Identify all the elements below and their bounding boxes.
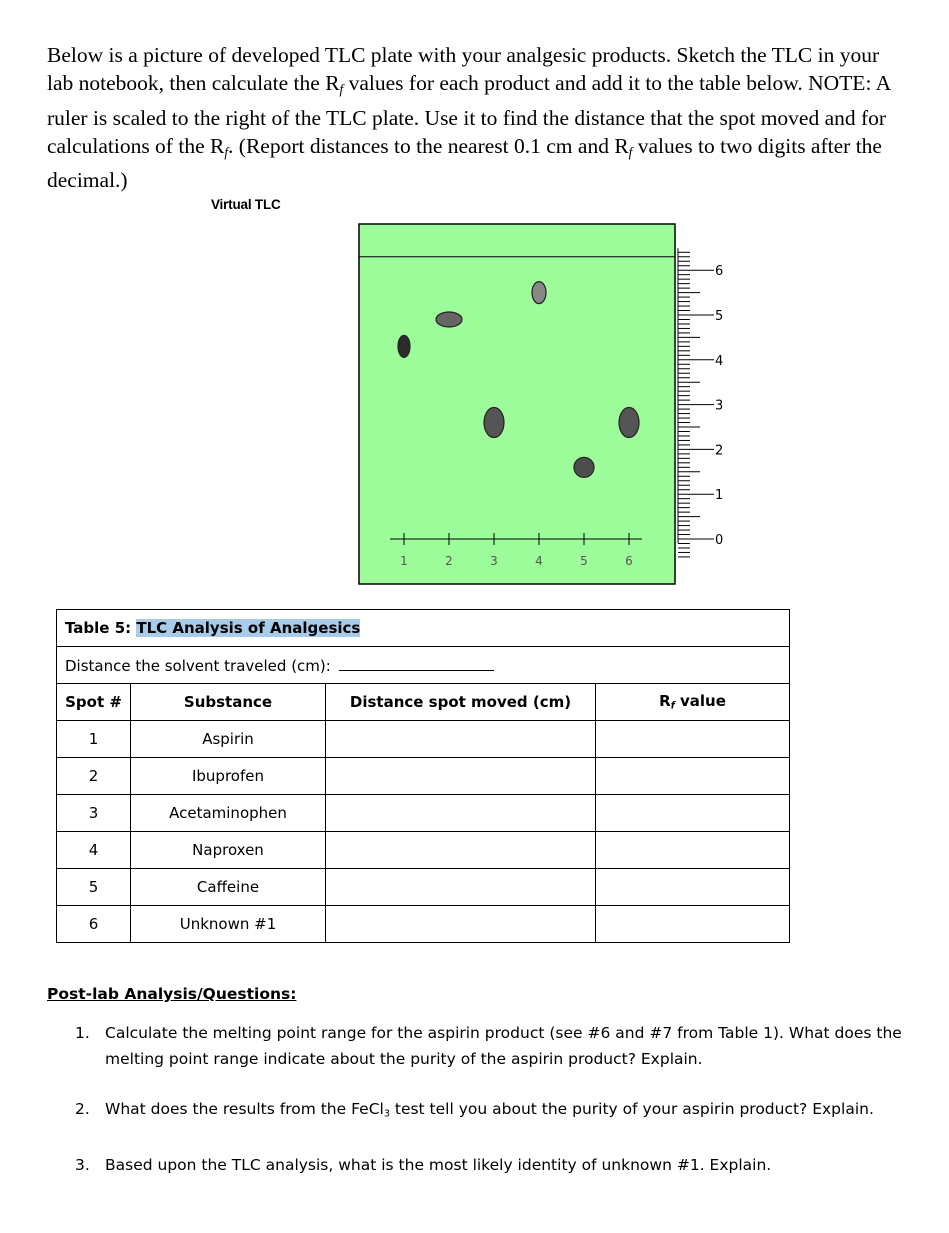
solvent-distance-label: Distance the solvent traveled (cm): bbox=[65, 656, 331, 675]
lane-label: 6 bbox=[625, 554, 633, 568]
question-text bbox=[105, 1096, 910, 1128]
ruler-label: 0 bbox=[715, 533, 724, 548]
tlc-spot bbox=[484, 408, 504, 438]
tlc-spot bbox=[532, 282, 546, 304]
table-header-row bbox=[57, 684, 790, 721]
table-row bbox=[57, 832, 790, 869]
table-title-row bbox=[57, 610, 790, 647]
question-text: Calculate the melting point range for the aspirin product (see #6 and #7 from Table 1). What does the melting point range indicate about the purity of the aspirin product? Explain. bbox=[105, 1024, 902, 1068]
spot-number: 6 bbox=[57, 906, 131, 943]
header-rf bbox=[596, 684, 790, 721]
question-item bbox=[75, 1020, 910, 1072]
table-title-prefix: Table 5: bbox=[65, 619, 137, 637]
spot-number: 5 bbox=[57, 869, 131, 906]
ruler-label: 3 bbox=[715, 398, 724, 414]
instructions-paragraph bbox=[47, 41, 907, 194]
solvent-distance-row bbox=[57, 647, 790, 684]
lane-label: 1 bbox=[400, 554, 408, 568]
solvent-distance-blank[interactable] bbox=[339, 656, 494, 671]
tlc-plate-figure bbox=[350, 218, 750, 590]
substance-name: Aspirin bbox=[131, 721, 326, 758]
solvent-distance-cell bbox=[57, 647, 790, 684]
virtual-tlc-title: Virtual TLC bbox=[211, 197, 281, 212]
substance-name: Ibuprofen bbox=[131, 758, 326, 795]
instructions-text-2: values for each product and add it to the table below. NOTE: A ruler is scaled to the right of the TLC plate. Use it to find the distance that the spot moved and for calculations of the R bbox=[47, 71, 890, 158]
rf-subscript: f bbox=[339, 81, 344, 97]
substance-name: Unknown #1 bbox=[131, 906, 326, 943]
distance-cell[interactable] bbox=[326, 869, 596, 906]
lane-label: 3 bbox=[490, 554, 498, 568]
distance-cell[interactable] bbox=[326, 832, 596, 869]
rf-cell[interactable] bbox=[596, 906, 790, 943]
instructions-text-3: . (Report distances to the nearest 0.1 cm and R bbox=[228, 133, 629, 158]
fecl3-subscript: 3 bbox=[383, 1108, 390, 1120]
ruler-label: 4 bbox=[715, 353, 724, 369]
tlc-spot bbox=[398, 335, 410, 357]
tlc-plate bbox=[359, 224, 675, 584]
rf-cell[interactable] bbox=[596, 869, 790, 906]
tlc-spot bbox=[619, 408, 639, 438]
distance-cell[interactable] bbox=[326, 721, 596, 758]
spot-number: 1 bbox=[57, 721, 131, 758]
header-rf-r: R bbox=[659, 692, 671, 711]
instructions-text-1: Below is a picture of developed TLC plate with your analgesic products. Sketch the TLC in your lab notebook, then calculate the R bbox=[47, 43, 880, 95]
spot-number: 2 bbox=[57, 758, 131, 795]
table-row bbox=[57, 721, 790, 758]
header-spot: Spot # bbox=[57, 684, 131, 721]
rf-cell[interactable] bbox=[596, 832, 790, 869]
rf-cell[interactable] bbox=[596, 795, 790, 832]
substance-name: Acetaminophen bbox=[131, 795, 326, 832]
table-row bbox=[57, 869, 790, 906]
question-text-part: What does the results from the FeCl bbox=[105, 1100, 384, 1118]
rf-subscript: f bbox=[670, 700, 675, 712]
rf-subscript: f bbox=[628, 144, 633, 160]
distance-cell[interactable] bbox=[326, 906, 596, 943]
distance-cell[interactable] bbox=[326, 758, 596, 795]
question-number: 2. bbox=[75, 1100, 90, 1118]
tlc-spot bbox=[436, 312, 462, 327]
rf-cell[interactable] bbox=[596, 721, 790, 758]
ruler-label: 6 bbox=[715, 264, 724, 280]
substance-name: Caffeine bbox=[131, 869, 326, 906]
rf-subscript: f bbox=[224, 144, 229, 160]
question-text: Based upon the TLC analysis, what is the most likely identity of unknown #1. Explain. bbox=[105, 1155, 772, 1174]
header-rf-value: value bbox=[674, 692, 726, 711]
question-text-part: test tell you about the purity of your aspirin product? Explain. bbox=[389, 1100, 874, 1118]
lane-label: 4 bbox=[535, 554, 543, 568]
spot-number: 4 bbox=[57, 832, 131, 869]
postlab-questions bbox=[75, 1020, 910, 1202]
question-item bbox=[75, 1096, 910, 1128]
spot-number: 3 bbox=[57, 795, 131, 832]
table-title-highlight: TLC Analysis of Analgesics bbox=[136, 619, 361, 637]
ruler-label: 1 bbox=[715, 488, 724, 504]
table-row bbox=[57, 795, 790, 832]
header-substance: Substance bbox=[131, 684, 326, 721]
question-item bbox=[75, 1152, 910, 1178]
table-title bbox=[57, 610, 790, 647]
ruler-label: 5 bbox=[715, 309, 724, 324]
table-row bbox=[57, 758, 790, 795]
tlc-analysis-table bbox=[56, 609, 790, 943]
tlc-spot bbox=[574, 457, 594, 477]
header-distance: Distance spot moved (cm) bbox=[326, 684, 596, 721]
postlab-heading: Post-lab Analysis/Questions: bbox=[47, 985, 297, 1003]
lane-label: 2 bbox=[445, 554, 453, 568]
table-row bbox=[57, 906, 790, 943]
instructions-text-4: values to two digits after the decimal.) bbox=[47, 133, 882, 193]
lane-label: 5 bbox=[580, 554, 588, 568]
ruler-label: 2 bbox=[715, 443, 724, 459]
rf-cell[interactable] bbox=[596, 758, 790, 795]
substance-name: Naproxen bbox=[131, 832, 326, 869]
distance-cell[interactable] bbox=[326, 795, 596, 832]
question-number: 3. bbox=[75, 1155, 90, 1174]
question-number: 1. bbox=[75, 1024, 90, 1042]
